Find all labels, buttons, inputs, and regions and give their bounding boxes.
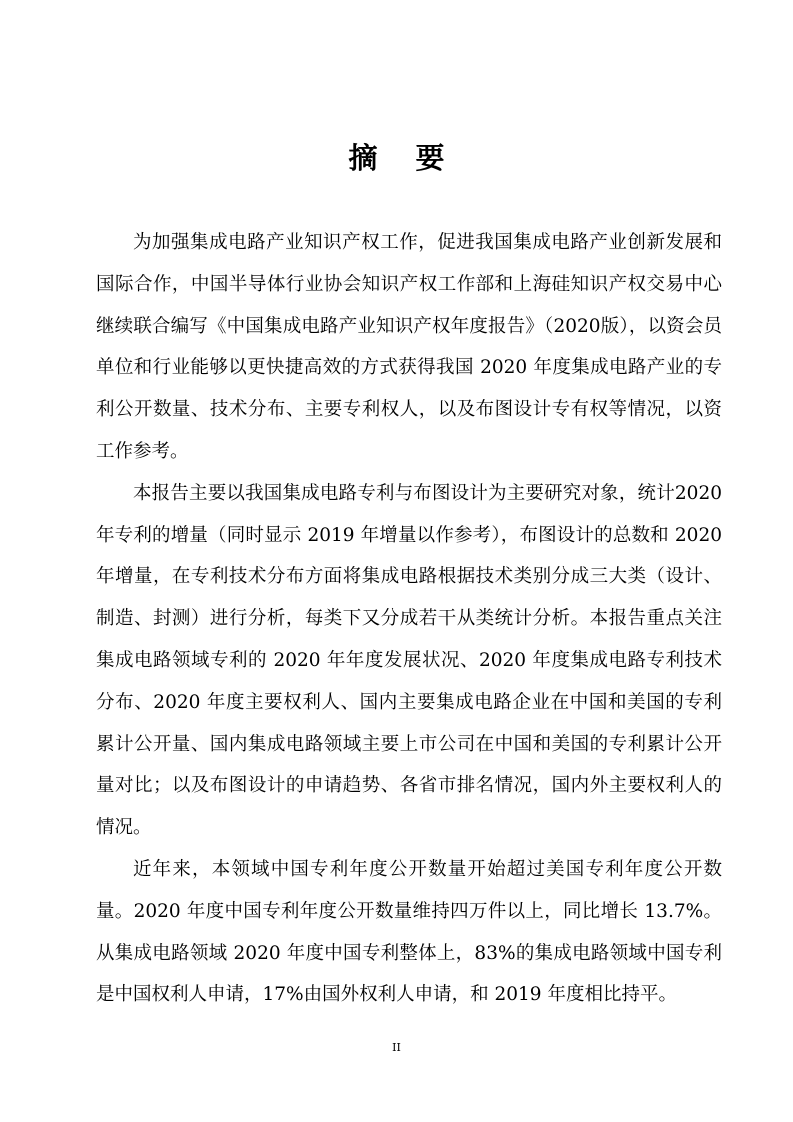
abstract-body	[96, 222, 722, 1016]
paragraph-1: 为加强集成电路产业知识产权工作，促进我国集成电路产业创新发展和国际合作，中国半导体行业协会知识产权工作部和上海硅知识产权交易中心继续联合编写《中国集成电路产业知识产权年度报告》（2020版），以资会员单位和行业能够以更快捷高效的方式获得我国 2020 年度集成电路产业的专利公开数量、技术分布、主要专利权人，以及布图设计专有权等情况，以资工作参考。	[96, 232, 722, 462]
page-number: II	[392, 1041, 401, 1054]
paragraph-2: 本报告主要以我国集成电路专利与布图设计为主要研究对象，统计2020 年专利的增量（同时显示 2019 年增量以作参考），布图设计的总数和 2020 年增量，在专利技术分布方面将集成电路根据技术类别分成三大类（设计、制造、封测）进行分析，每类下又分成若干从类统计分析。本报告重点关注集成电路领域专利的 2020 年年度发展状况、2020 年度集成电路专利技术分布、2020 年度主要权利人、国内主要集成电路企业在中国和美国的专利累计公开量、国内集成电路领域主要上市公司在中国和美国的专利累计公开量对比；以及布图设计的申请趋势、各省市排名情况，国内外主要权利人的情况。	[96, 482, 722, 839]
paragraph-3: 近年来，本领域中国专利年度公开数量开始超过美国专利年度公开数量。2020 年度中国专利年度公开数量维持四万件以上，同比增长 13.7%。从集成电路领域 2020 年度中国专利整体上，83%的集成电路领域中国专利是中国权利人申请，17%由国外权利人申请，和 2019 年度相比持平。	[96, 858, 722, 1006]
page-title: 摘 要	[348, 141, 459, 175]
